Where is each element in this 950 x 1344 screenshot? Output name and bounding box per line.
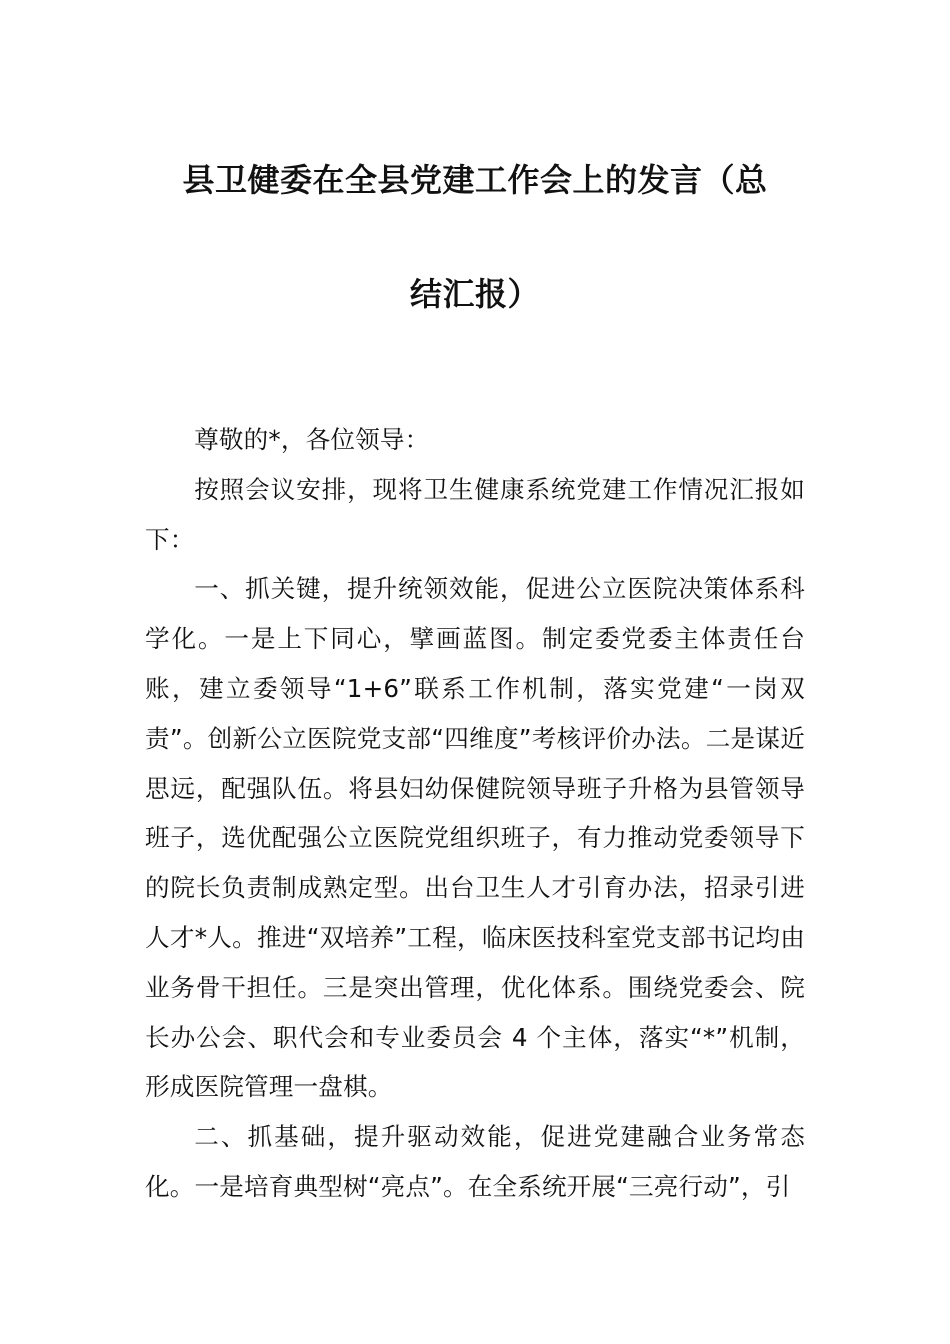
salutation: 尊敬的*，各位领导：	[194, 425, 430, 454]
paragraph-intro: 按照会议安排，现将卫生健康系统党建工作情况汇报如下：	[145, 474, 805, 554]
document-body	[145, 415, 805, 1212]
paragraph-section-one: 一、抓关键，提升统领效能，促进公立医院决策体系科学化。一是上下同心，擘画蓝图。制定委党委主体责任台账，建立委领导“1+6”联系工作机制，落实党建“一岗双责”。创新公立医院党支部“四维度”考核评价办法。二是谋近思远，配强队伍。将县妇幼保健院领导班子升格为县管领导班子，选优配强公立医院党组织班子，有力推动党委领导下的院长负责制成熟定型。出台卫生人才引育办法，招录引进人才*人。推进“双培养”工程，临床医技科室党支部书记均由业务骨干担任。三是突出管理，优化体系。围绕党委会、院长办公会、职代会和专业委员会 4 个主体，落实“*”机制，形成医院管理一盘棋。	[145, 574, 805, 1102]
paragraph-section-two: 二、抓基础，提升驱动效能，促进党建融合业务常态化。一是培育典型树“亮点”。在全系统开展“三亮行动”，引	[145, 1122, 805, 1201]
document-title	[145, 148, 805, 326]
title-line-1: 县卫健委在全县党建工作会上的发言（总	[182, 161, 768, 199]
title-line-2: 结汇报）	[409, 275, 540, 313]
